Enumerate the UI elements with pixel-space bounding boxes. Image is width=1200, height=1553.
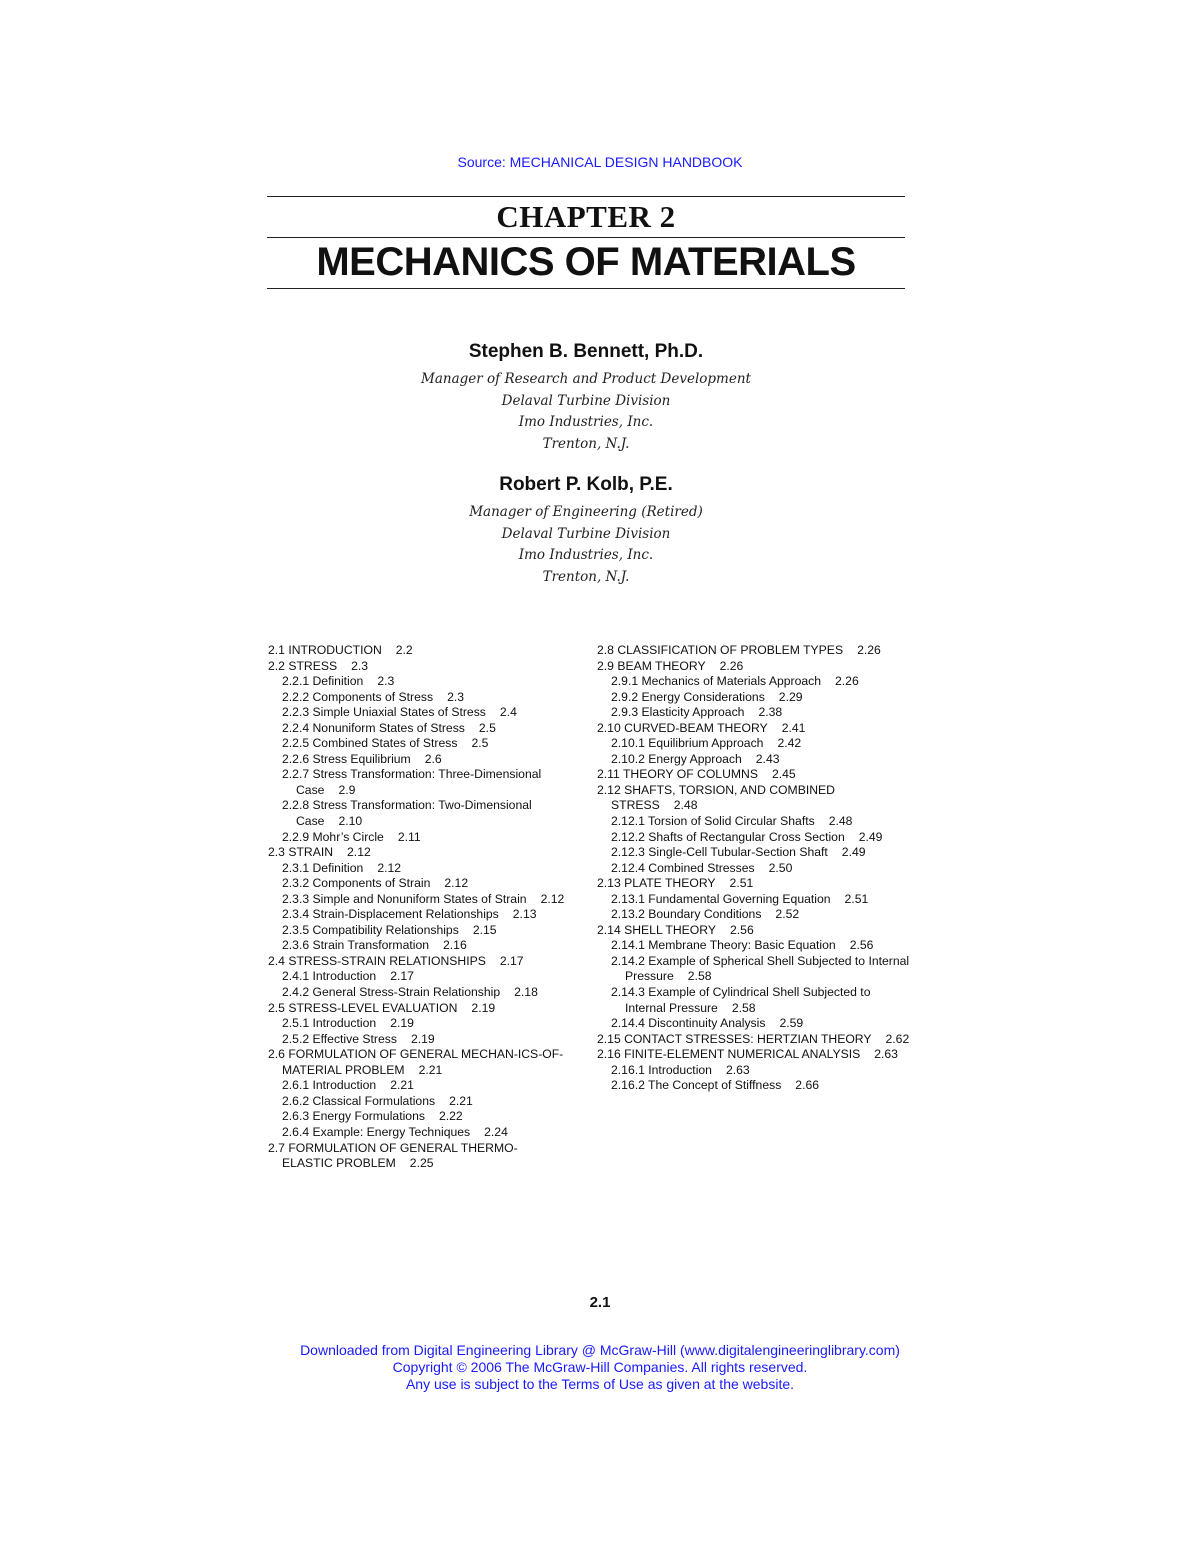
toc-entry-page: 2.38	[758, 705, 783, 720]
chapter-title: MECHANICS OF MATERIALS	[316, 240, 856, 284]
toc-entry-title: 2.10.2 Energy Approach	[611, 751, 742, 766]
toc-entry[interactable]	[611, 1078, 912, 1094]
toc-entry[interactable]	[597, 783, 912, 814]
toc-entry-page: 2.29	[778, 689, 803, 704]
toc-entry[interactable]	[282, 1032, 568, 1048]
toc-entry-page: 2.12	[444, 876, 469, 891]
toc-entry-page: 2.45	[771, 767, 796, 782]
toc-entry-page: 2.66	[795, 1078, 820, 1093]
toc-entry[interactable]	[611, 954, 912, 985]
toc-entry-page: 2.2	[395, 643, 413, 657]
author-block-2	[267, 474, 905, 588]
toc-entry-page: 2.56	[730, 922, 754, 937]
toc-entry-title: 2.4 STRESS-STRAIN RELATIONSHIPS	[268, 953, 486, 968]
toc-entry-title: 2.2.7 Stress Transformation: Three-Dimensional Case	[282, 767, 542, 797]
toc-entry-page: 2.42	[777, 736, 802, 751]
toc-entry-page: 2.11	[397, 829, 421, 844]
toc-entry[interactable]	[268, 1001, 568, 1017]
toc-entry-title: 2.9.1 Mechanics of Materials Approach	[611, 674, 822, 689]
toc-entry-title: 2.6 FORMULATION OF GENERAL MECHAN-ICS-OF-MATERIAL PROBLEM	[268, 1047, 564, 1077]
toc-entry-page: 2.5	[478, 720, 496, 735]
toc-entry-title: 2.16.2 The Concept of Stiffness	[611, 1078, 782, 1093]
footer	[0, 1342, 1200, 1393]
toc-entry-title: 2.14.1 Membrane Theory: Basic Equation	[611, 938, 836, 953]
toc-entry[interactable]	[282, 1016, 568, 1032]
toc-entry-title: 2.14.3 Example of Cylindrical Shell Subjected to Internal Pressure	[611, 985, 871, 1015]
toc-entry-title: 2.16.1 Introduction	[611, 1062, 712, 1077]
toc-entry[interactable]	[597, 767, 912, 783]
toc-entry[interactable]	[597, 1032, 912, 1048]
toc-entry-title: 2.13 PLATE THEORY	[597, 876, 716, 891]
toc-entry-page: 2.19	[390, 1016, 414, 1031]
toc-entry-page: 2.12	[377, 860, 402, 875]
toc-entry[interactable]	[611, 830, 912, 846]
toc-entry-title: 2.6.1 Introduction	[282, 1078, 377, 1093]
toc-entry[interactable]	[282, 969, 568, 985]
footer-copyright-line: Copyright © 2006 The McGraw-Hill Companies. All rights reserved.	[392, 1359, 808, 1375]
source-line[interactable]: Source: MECHANICAL DESIGN HANDBOOK	[457, 154, 743, 170]
toc-entry-page: 2.12	[347, 845, 371, 860]
toc-entry-title: 2.9 BEAM THEORY	[597, 658, 706, 673]
toc-entry[interactable]	[282, 1078, 568, 1094]
toc-entry[interactable]	[611, 674, 912, 690]
toc-entry[interactable]	[611, 861, 912, 877]
toc-entry-page: 2.50	[768, 860, 793, 875]
toc-entry-title: 2.2.2 Components of Stress	[282, 689, 434, 704]
toc-entry-title: 2.3.2 Components of Strain	[282, 876, 431, 891]
toc-entry-title: 2.14.4 Discontinuity Analysis	[611, 1016, 766, 1031]
toc-entry-title: 2.5.2 Effective Stress	[282, 1031, 397, 1046]
toc-entry-page: 2.9	[338, 782, 356, 797]
toc-entry-page: 2.24	[484, 1124, 508, 1139]
toc-entry-title: 2.4.1 Introduction	[282, 969, 377, 984]
toc-entry-page: 2.51	[844, 891, 869, 906]
toc-entry-title: 2.1 INTRODUCTION	[268, 643, 382, 657]
toc-entry-page: 2.6	[424, 751, 442, 766]
toc-entry-title: 2.2 STRESS	[268, 658, 338, 673]
toc-entry-page: 2.41	[781, 720, 806, 735]
toc-entry[interactable]	[611, 1063, 912, 1079]
toc-entry-page: 2.63	[725, 1062, 750, 1077]
toc-entry[interactable]	[268, 643, 568, 659]
toc-entry-page: 2.48	[673, 798, 698, 813]
toc-entry-title: 2.10 CURVED-BEAM THEORY	[597, 720, 768, 735]
toc-entry[interactable]	[282, 985, 568, 1001]
toc-entry-page: 2.21	[418, 1062, 443, 1077]
toc-entry-title: 2.3.3 Simple and Nonuniform States of Strain	[282, 891, 527, 906]
toc-entry[interactable]	[282, 923, 568, 939]
toc-entry-page: 2.3	[351, 658, 369, 673]
middle-rule	[267, 237, 905, 238]
toc-entry[interactable]	[611, 1016, 912, 1032]
toc-entry-page: 2.3	[447, 689, 465, 704]
toc-entry-page: 2.21	[390, 1078, 414, 1093]
toc-entry[interactable]	[282, 705, 568, 721]
toc-entry-page: 2.26	[835, 674, 859, 689]
toc-entry-page: 2.56	[849, 938, 874, 953]
toc-entry[interactable]	[282, 938, 568, 954]
toc-entry-title: 2.2.8 Stress Transformation: Two-Dimensional Case	[282, 798, 532, 829]
toc-entry[interactable]	[282, 752, 568, 768]
toc-entry[interactable]	[282, 1109, 568, 1125]
top-rule	[267, 196, 905, 197]
toc-entry-page: 2.17	[499, 953, 524, 968]
toc-entry-title: 2.12.4 Combined Stresses	[611, 860, 755, 875]
toc-entry-title: 2.2.3 Simple Uniaxial States of Stress	[282, 705, 486, 720]
toc-entry-title: 2.2.6 Stress Equilibrium	[282, 751, 411, 766]
toc-entry-title: 2.9.3 Elasticity Approach	[611, 705, 745, 720]
toc-entry-title: 2.7 FORMULATION OF GENERAL THERMO-ELASTIC PROBLEM	[268, 1140, 518, 1171]
toc-entry-page: 2.25	[409, 1156, 434, 1171]
toc-entry[interactable]	[282, 830, 568, 846]
toc-entry-page: 2.3	[377, 674, 395, 689]
toc-entry-page: 2.4	[499, 705, 517, 720]
toc-entry[interactable]	[611, 705, 912, 721]
toc-entry[interactable]	[268, 845, 568, 861]
toc-entry-title: 2.2.1 Definition	[282, 674, 364, 689]
toc-entry-page: 2.18	[514, 985, 538, 1000]
toc-entry[interactable]	[611, 736, 912, 752]
footer-terms-line: Any use is subject to the Terms of Use as given at the website.	[405, 1376, 795, 1392]
toc-entry-page: 2.19	[471, 1000, 496, 1015]
author-company: Imo Industries, Inc.	[518, 547, 654, 563]
toc-entry[interactable]	[597, 643, 912, 659]
toc-entry-title: 2.4.2 General Stress-Strain Relationship	[282, 985, 501, 1000]
toc-entry-title: 2.2.5 Combined States of Stress	[282, 736, 458, 751]
toc-entry-title: 2.6.2 Classical Formulations	[282, 1093, 436, 1108]
author-title: Manager of Engineering (Retired)	[469, 504, 703, 520]
toc-entry-page: 2.26	[719, 658, 744, 673]
toc-entry-title: 2.12.3 Single-Cell Tubular-Section Shaft	[611, 845, 828, 860]
toc-entry-title: 2.12.2 Shafts of Rectangular Cross Section	[611, 829, 845, 844]
toc-entry-page: 2.13	[512, 907, 537, 922]
footer-download-line[interactable]: Downloaded from Digital Engineering Library @ McGraw-Hill (www.digitalengineeringlibrary.com)	[300, 1342, 900, 1358]
toc-entry[interactable]	[611, 752, 912, 768]
toc-entry-title: 2.16 FINITE-ELEMENT NUMERICAL ANALYSIS	[597, 1047, 861, 1062]
toc-entry-title: 2.8 CLASSIFICATION OF PROBLEM TYPES	[597, 643, 844, 657]
toc-entry-page: 2.49	[841, 845, 866, 860]
toc-entry-title: 2.13.2 Boundary Conditions	[611, 907, 762, 922]
toc-entry-title: 2.6.4 Example: Energy Techniques	[282, 1124, 471, 1139]
toc-entry[interactable]	[282, 736, 568, 752]
toc-entry-title: 2.10.1 Equilibrium Approach	[611, 736, 764, 751]
toc-entry[interactable]	[282, 767, 568, 798]
toc-entry-page: 2.49	[858, 829, 883, 844]
author-location: Trenton, N.J.	[542, 435, 630, 452]
toc-entry[interactable]	[282, 876, 568, 892]
toc-right-column	[597, 643, 912, 1094]
toc-entry-title: 2.5.1 Introduction	[282, 1016, 377, 1031]
toc-entry-title: 2.5 STRESS-LEVEL EVALUATION	[268, 1000, 458, 1015]
toc-entry[interactable]	[282, 674, 568, 690]
toc-entry[interactable]	[268, 659, 568, 675]
toc-entry-title: 2.12.1 Torsion of Solid Circular Shafts	[611, 814, 815, 829]
author-company: Imo Industries, Inc.	[518, 414, 654, 430]
toc-entry-page: 2.15	[472, 922, 497, 937]
toc-entry[interactable]	[282, 861, 568, 877]
toc-entry[interactable]	[611, 690, 912, 706]
toc-entry-title: 2.3.6 Strain Transformation	[282, 938, 429, 953]
toc-entry-page: 2.48	[828, 814, 853, 829]
toc-entry-title: 2.2.4 Nonuniform States of Stress	[282, 720, 465, 735]
toc-entry-title: 2.6.3 Energy Formulations	[282, 1109, 425, 1124]
toc-entry-page: 2.12	[540, 891, 565, 906]
toc-entry[interactable]	[282, 721, 568, 737]
toc-entry[interactable]	[597, 659, 912, 675]
toc-entry-page: 2.52	[775, 907, 800, 922]
toc-entry-title: 2.2.9 Mohr’s Circle	[282, 829, 384, 844]
chapter-label: CHAPTER 2	[496, 199, 676, 234]
toc-entry-page: 2.16	[443, 938, 467, 953]
toc-entry[interactable]	[268, 1047, 568, 1078]
toc-entry-title: 2.12 SHAFTS, TORSION, AND COMBINED STRESS	[597, 782, 835, 813]
toc-entry-title: 2.9.2 Energy Considerations	[611, 689, 765, 704]
toc-entry-title: 2.3.4 Strain-Displacement Relationships	[282, 907, 499, 922]
author-title: Manager of Research and Product Development	[421, 371, 751, 387]
author-block-1	[267, 341, 905, 455]
toc-entry-title: 2.3.5 Compatibility Relationships	[282, 922, 459, 937]
toc-entry[interactable]	[268, 954, 568, 970]
toc-entry[interactable]	[597, 721, 912, 737]
toc-entry-page: 2.21	[449, 1093, 473, 1108]
toc-entry[interactable]	[282, 907, 568, 923]
toc-entry[interactable]	[597, 1047, 912, 1063]
toc-entry-page: 2.5	[471, 736, 489, 751]
toc-entry[interactable]	[282, 1125, 568, 1141]
toc-entry-title: 2.3.1 Definition	[282, 860, 364, 875]
author-division: Delaval Turbine Division	[501, 392, 671, 409]
toc-entry[interactable]	[611, 892, 912, 908]
author-location: Trenton, N.J.	[542, 568, 630, 585]
toc-entry-page: 2.19	[410, 1031, 435, 1046]
toc-entry-title: 2.14.2 Example of Spherical Shell Subjected to Internal Pressure	[611, 953, 910, 984]
author-name: Robert P. Kolb, P.E.	[499, 474, 673, 495]
toc-entry-page: 2.58	[687, 969, 712, 984]
toc-entry[interactable]	[597, 876, 912, 892]
toc-entry-title: 2.11 THEORY OF COLUMNS	[597, 767, 758, 782]
toc-entry[interactable]	[282, 690, 568, 706]
toc-entry[interactable]	[597, 923, 912, 939]
bottom-rule	[267, 288, 905, 289]
toc-entry[interactable]	[611, 907, 912, 923]
toc-entry-page: 2.59	[779, 1016, 804, 1031]
toc-entry[interactable]	[611, 938, 912, 954]
toc-entry-page: 2.62	[885, 1031, 910, 1046]
toc-entry-title: 2.3 STRAIN	[268, 845, 334, 860]
toc-entry-page: 2.22	[438, 1109, 463, 1124]
toc-entry[interactable]	[268, 1141, 568, 1172]
author-division: Delaval Turbine Division	[501, 525, 671, 542]
toc-entry[interactable]	[282, 1094, 568, 1110]
toc-entry-title: 2.15 CONTACT STRESSES: HERTZIAN THEORY	[597, 1031, 872, 1046]
toc-entry[interactable]	[611, 985, 912, 1016]
toc-entry-title: 2.14 SHELL THEORY	[597, 922, 716, 937]
toc-left-column	[268, 643, 568, 1172]
toc-entry-page: 2.10	[338, 814, 363, 829]
toc-entry-page: 2.43	[755, 751, 780, 766]
toc-entry-page: 2.17	[390, 969, 414, 984]
toc-entry-title: 2.13.1 Fundamental Governing Equation	[611, 891, 831, 906]
toc-entry[interactable]	[282, 798, 568, 829]
toc-entry-page: 2.51	[729, 876, 754, 891]
toc-entry-page: 2.26	[857, 643, 881, 657]
toc-entry[interactable]	[611, 814, 912, 830]
toc-entry[interactable]	[611, 845, 912, 861]
toc-entry[interactable]	[282, 892, 568, 908]
toc-entry-page: 2.58	[731, 1000, 756, 1015]
page-number: 2.1	[589, 1294, 611, 1311]
toc-entry-page: 2.63	[874, 1047, 898, 1062]
author-name: Stephen B. Bennett, Ph.D.	[468, 341, 704, 362]
